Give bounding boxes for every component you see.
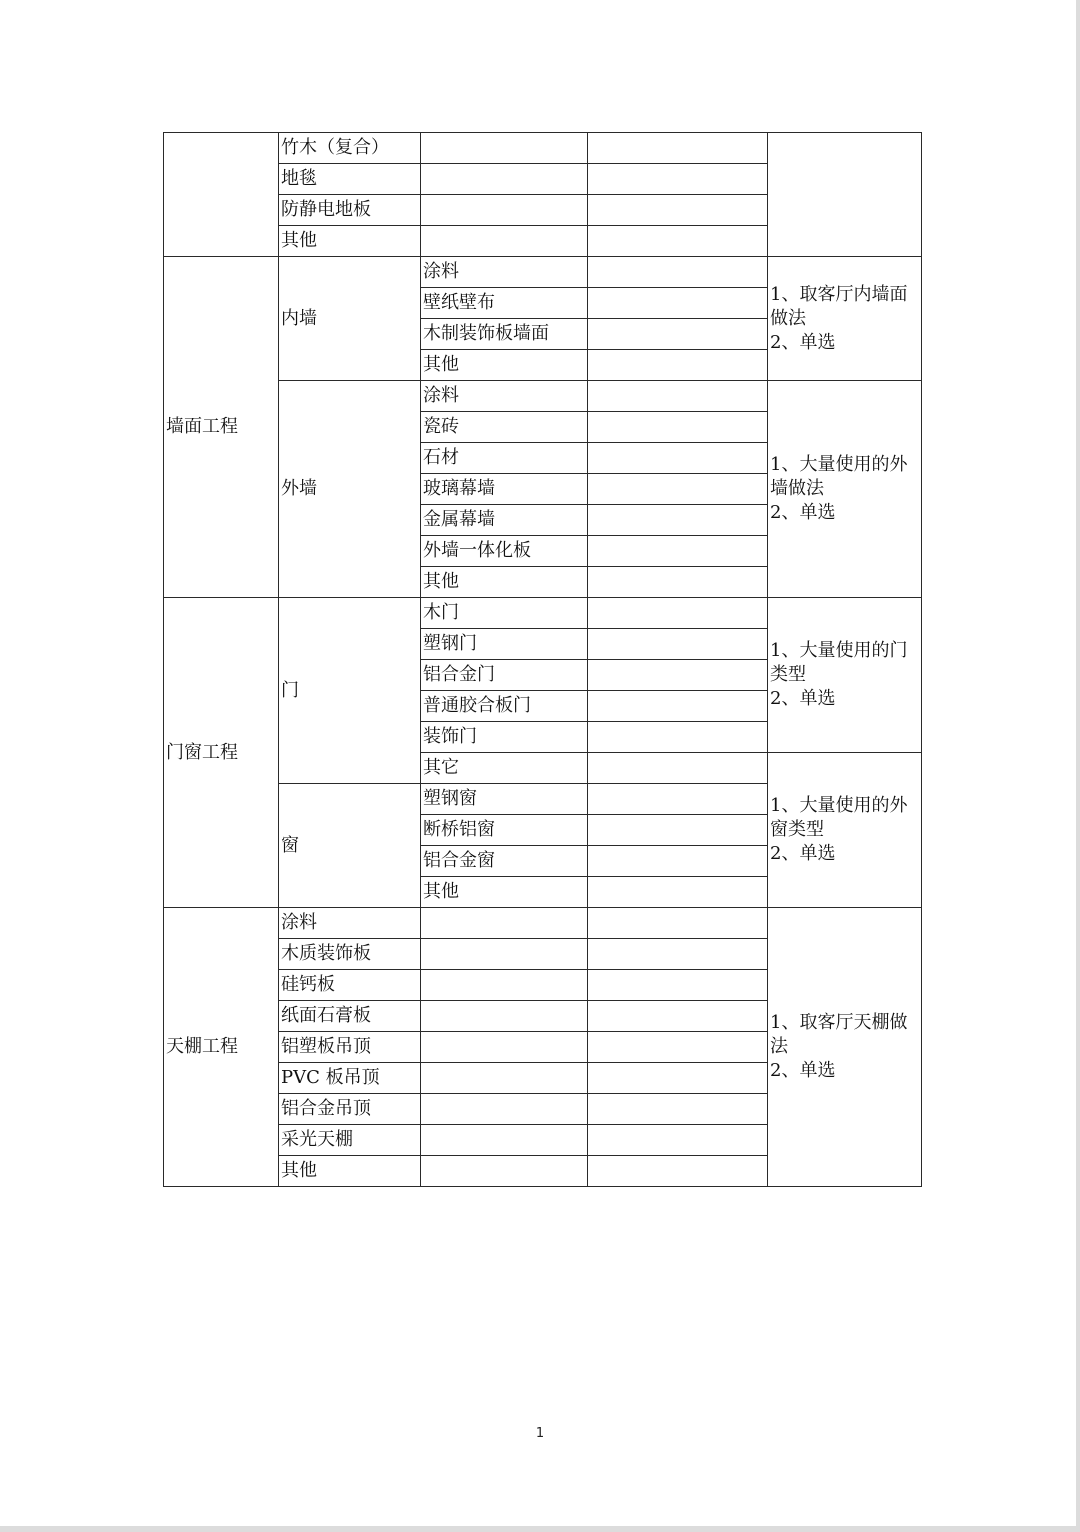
blank-cell — [588, 474, 768, 505]
blank-cell — [588, 970, 768, 1001]
note-line: 1、大量使用的门 — [770, 640, 908, 661]
subcategory-cell: 内墙 — [279, 257, 421, 381]
note-line: 2、单选 — [770, 688, 836, 709]
item-cell: 塑钢门 — [421, 629, 588, 660]
blank-cell — [588, 536, 768, 567]
item-cell: 其它 — [421, 753, 588, 784]
category-cell: 天棚工程 — [164, 908, 279, 1187]
item-cell: 其他 — [421, 567, 588, 598]
item-cell: 其他 — [421, 350, 588, 381]
survey-table — [163, 132, 922, 1187]
item-cell: 涂料 — [421, 381, 588, 412]
note-line: 做法 — [770, 307, 806, 329]
item-cell: 木制装饰板墙面 — [421, 319, 588, 350]
note-cell — [768, 908, 922, 1187]
note-cell — [768, 381, 922, 598]
blank-cell — [421, 908, 588, 939]
blank-cell — [588, 505, 768, 536]
category-cell-empty — [164, 133, 279, 257]
item-cell: 铝合金窗 — [421, 846, 588, 877]
note-line: 法 — [770, 1036, 788, 1057]
note-line: 1、大量使用的外 — [770, 454, 908, 475]
category-cell: 门窗工程 — [164, 598, 279, 908]
blank-cell — [588, 1094, 768, 1125]
item-cell: 塑钢窗 — [421, 784, 588, 815]
item-cell: 装饰门 — [421, 722, 588, 753]
blank-cell — [588, 629, 768, 660]
note-line: 1、取客厅天棚做 — [770, 1012, 908, 1033]
table-row — [164, 908, 922, 939]
blank-cell — [421, 1125, 588, 1156]
item-cell: 铝合金门 — [421, 660, 588, 691]
item-cell: 地毯 — [279, 164, 421, 195]
item-cell: 涂料 — [421, 257, 588, 288]
blank-cell — [588, 1156, 768, 1187]
blank-cell — [588, 1032, 768, 1063]
item-cell: 普通胶合板门 — [421, 691, 588, 722]
blank-cell — [588, 691, 768, 722]
item-cell: 金属幕墙 — [421, 505, 588, 536]
blank-cell — [421, 133, 588, 164]
blank-cell — [588, 257, 768, 288]
blank-cell — [588, 1001, 768, 1032]
note-cell — [768, 753, 922, 908]
blank-cell — [588, 846, 768, 877]
note-cell — [768, 257, 922, 381]
subcategory-cell: 门 — [279, 598, 421, 784]
item-cell: 外墙一体化板 — [421, 536, 588, 567]
blank-cell — [588, 660, 768, 691]
note-line: 窗类型 — [770, 819, 824, 840]
blank-cell — [421, 226, 588, 257]
blank-cell — [588, 722, 768, 753]
item-cell: 铝合金吊顶 — [279, 1094, 421, 1125]
item-cell: PVC 板吊顶 — [279, 1063, 421, 1094]
blank-cell — [588, 877, 768, 908]
note-line: 2、单选 — [770, 843, 836, 864]
note-line: 1、大量使用的外 — [770, 795, 908, 816]
item-cell: 木门 — [421, 598, 588, 629]
item-cell: 采光天棚 — [279, 1125, 421, 1156]
blank-cell — [588, 319, 768, 350]
blank-cell — [421, 195, 588, 226]
note-line: 类型 — [770, 664, 806, 685]
item-cell: 玻璃幕墙 — [421, 474, 588, 505]
item-cell: 防静电地板 — [279, 195, 421, 226]
item-cell: 其他 — [421, 877, 588, 908]
item-cell: 涂料 — [279, 908, 421, 939]
blank-cell — [421, 1032, 588, 1063]
table-row — [164, 257, 922, 288]
item-cell: 铝塑板吊顶 — [279, 1032, 421, 1063]
blank-cell — [588, 1125, 768, 1156]
blank-cell — [588, 412, 768, 443]
blank-cell — [588, 381, 768, 412]
blank-cell — [421, 1063, 588, 1094]
item-cell: 其他 — [279, 226, 421, 257]
note-line: 2、单选 — [770, 502, 836, 523]
subcategory-cell: 窗 — [279, 784, 421, 908]
blank-cell — [421, 1156, 588, 1187]
note-line: 墙做法 — [770, 478, 824, 499]
item-cell: 硅钙板 — [279, 970, 421, 1001]
item-cell: 其他 — [279, 1156, 421, 1187]
table-row — [164, 133, 922, 164]
blank-cell — [421, 164, 588, 195]
item-cell: 瓷砖 — [421, 412, 588, 443]
blank-cell — [588, 1063, 768, 1094]
blank-cell — [421, 970, 588, 1001]
blank-cell — [588, 288, 768, 319]
item-cell: 壁纸壁布 — [421, 288, 588, 319]
note-cell-empty — [768, 133, 922, 257]
blank-cell — [588, 815, 768, 846]
blank-cell — [588, 908, 768, 939]
item-cell: 竹木（复合） — [279, 133, 421, 164]
blank-cell — [588, 443, 768, 474]
blank-cell — [588, 226, 768, 257]
blank-cell — [588, 567, 768, 598]
blank-cell — [588, 195, 768, 226]
blank-cell — [588, 784, 768, 815]
item-cell: 纸面石膏板 — [279, 1001, 421, 1032]
blank-cell — [588, 133, 768, 164]
blank-cell — [421, 1001, 588, 1032]
item-cell: 石材 — [421, 443, 588, 474]
subcategory-cell: 外墙 — [279, 381, 421, 598]
category-cell: 墙面工程 — [164, 257, 279, 598]
note-line: 2、单选 — [770, 331, 836, 353]
blank-cell — [588, 164, 768, 195]
page-number: 1 — [535, 1426, 545, 1441]
blank-cell — [588, 598, 768, 629]
note-line: 1、取客厅内墙面 — [770, 283, 908, 305]
blank-cell — [421, 939, 588, 970]
note-line: 2、单选 — [770, 1060, 836, 1081]
table-row — [164, 598, 922, 629]
note-cell — [768, 598, 922, 753]
blank-cell — [421, 1094, 588, 1125]
blank-cell — [588, 753, 768, 784]
item-cell: 断桥铝窗 — [421, 815, 588, 846]
item-cell: 木质装饰板 — [279, 939, 421, 970]
blank-cell — [588, 350, 768, 381]
blank-cell — [588, 939, 768, 970]
